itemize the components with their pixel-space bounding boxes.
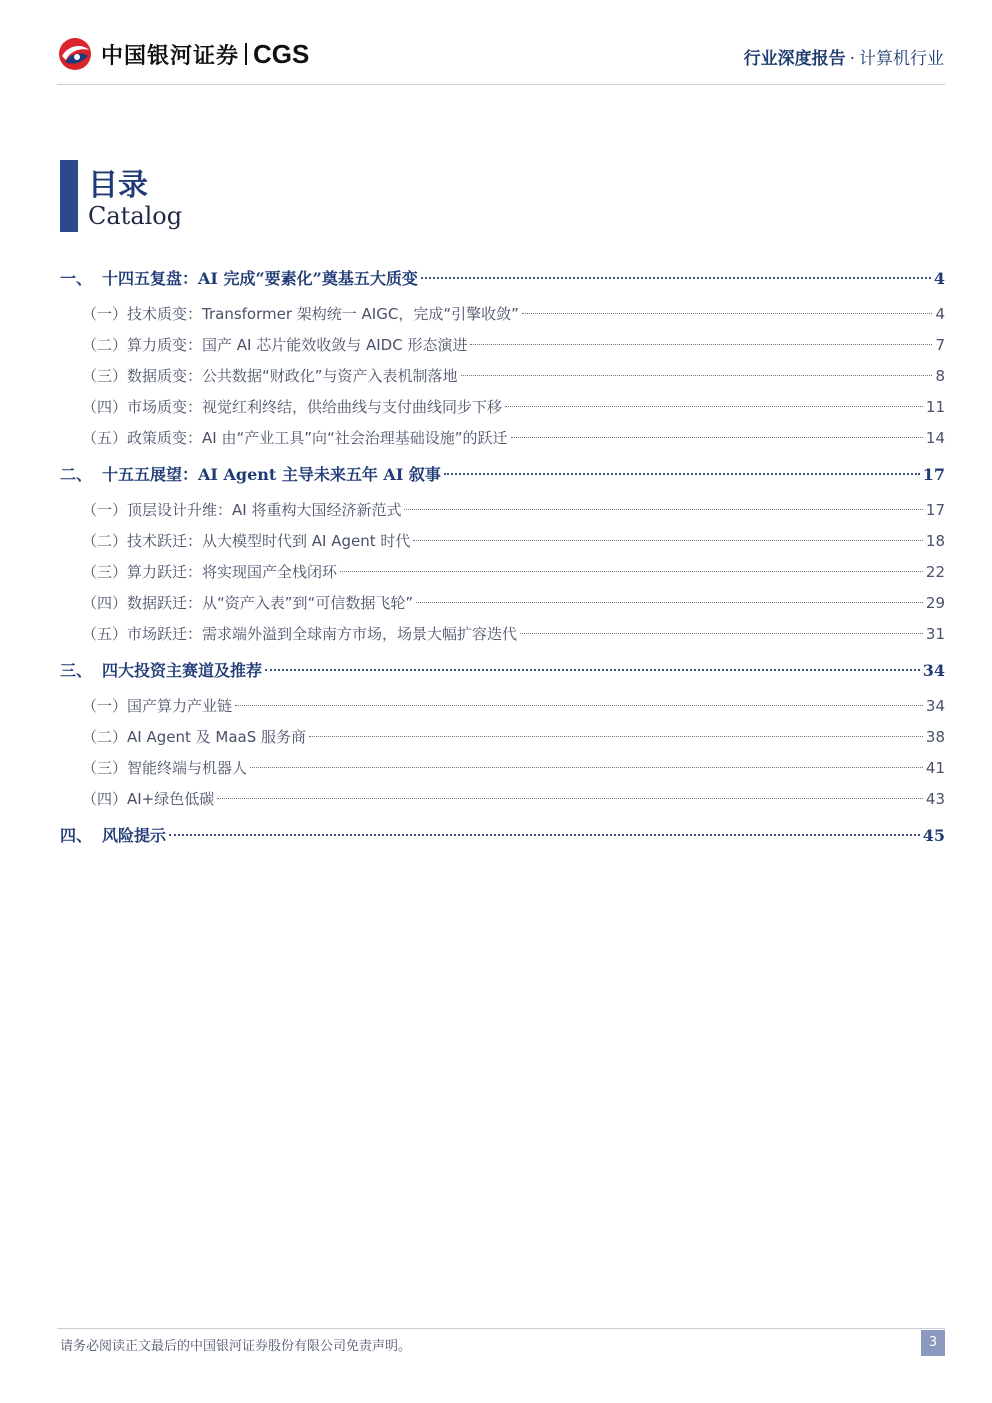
toc-dot-leader <box>470 344 932 345</box>
report-category <box>744 44 944 69</box>
header-divider <box>57 84 945 85</box>
toc-section-entry[interactable] <box>60 650 945 691</box>
toc-section-number: 四、 <box>60 826 93 845</box>
toc-dot-leader <box>413 540 923 541</box>
logo-chinese-text: 中国银河证券 <box>101 43 240 69</box>
toc-dot-leader <box>421 277 931 279</box>
toc-subsection-entry[interactable] <box>60 361 945 392</box>
header-separator: · <box>849 49 855 69</box>
footer-disclaimer: 请务必阅读正文最后的中国银河证券股份有限公司免责声明。 <box>60 1339 412 1354</box>
toc-page-number: 18 <box>925 532 945 550</box>
toc-page-number: 7 <box>935 336 945 354</box>
catalog-title-cn: 目录 <box>88 168 148 203</box>
toc-page-number: 31 <box>925 625 945 643</box>
cgs-logo-icon <box>57 36 93 72</box>
toc-dot-leader <box>522 313 933 314</box>
toc-dot-leader <box>511 437 923 438</box>
toc-entry-label: （二）算力质变：国产 AI 芯片能效收敛与 AIDC 形态演进 <box>82 336 468 354</box>
report-type: 行业深度报告 <box>743 49 846 69</box>
toc-page-number: 29 <box>925 594 945 612</box>
toc-subsection-entry[interactable] <box>60 495 945 526</box>
page-number: 3 <box>921 1330 945 1356</box>
toc-page-number: 22 <box>925 563 945 581</box>
toc-section-entry[interactable] <box>60 815 945 856</box>
logo-english-text: CGS <box>253 38 310 69</box>
toc-entry-label: （三）数据质变：公共数据“财政化”与资产入表机制落地 <box>82 367 458 385</box>
toc-entry-label: （二）AI Agent 及 MaaS 服务商 <box>82 728 307 746</box>
toc-entry-label: （五）政策质变：AI 由“产业工具”向“社会治理基础设施”的跃迁 <box>82 429 508 447</box>
toc-dot-leader <box>340 571 923 572</box>
toc-subsection-entry[interactable] <box>60 784 945 815</box>
toc-dot-leader <box>250 767 923 768</box>
company-logo <box>57 36 309 72</box>
industry-name: 计算机行业 <box>859 49 944 69</box>
toc-page-number: 45 <box>922 826 945 845</box>
footer-divider <box>57 1328 945 1329</box>
toc-entry-label: （二）技术跃迁：从大模型时代到 AI Agent 时代 <box>82 532 411 550</box>
page-header <box>0 0 992 90</box>
toc-page-number: 8 <box>935 367 945 385</box>
table-of-contents <box>60 258 945 856</box>
toc-entry-label: 风险提示 <box>102 826 167 845</box>
toc-dot-leader <box>265 669 920 671</box>
toc-page-number: 14 <box>925 429 945 447</box>
toc-entry-label: （四）数据跃迁：从“资产入表”到“可信数据飞轮” <box>82 594 414 612</box>
toc-subsection-entry[interactable] <box>60 722 945 753</box>
toc-dot-leader <box>404 509 922 510</box>
toc-entry-label: （四）AI+绿色低碳 <box>82 790 215 808</box>
toc-section-number: 一、 <box>60 269 93 288</box>
toc-section-number: 二、 <box>60 465 93 484</box>
heading-accent-bar <box>60 160 78 232</box>
toc-subsection-entry[interactable] <box>60 753 945 784</box>
toc-page-number: 34 <box>925 697 945 715</box>
toc-dot-leader <box>217 798 923 799</box>
toc-dot-leader <box>520 633 923 634</box>
catalog-title-en: Catalog <box>88 202 183 230</box>
toc-page-number: 38 <box>925 728 945 746</box>
toc-page-number: 41 <box>925 759 945 777</box>
toc-section-entry[interactable] <box>60 258 945 299</box>
toc-subsection-entry[interactable] <box>60 588 945 619</box>
toc-subsection-entry[interactable] <box>60 299 945 330</box>
toc-entry-label: （三）算力跃迁：将实现国产全栈闭环 <box>82 563 338 581</box>
toc-dot-leader <box>444 473 920 475</box>
toc-section-entry[interactable] <box>60 454 945 495</box>
toc-subsection-entry[interactable] <box>60 423 945 454</box>
toc-subsection-entry[interactable] <box>60 691 945 722</box>
toc-section-number: 三、 <box>60 661 93 680</box>
toc-dot-leader <box>235 705 923 706</box>
toc-page-number: 17 <box>925 501 945 519</box>
toc-entry-label: 十五五展望：AI Agent 主导未来五年 AI 叙事 <box>102 465 441 484</box>
toc-subsection-entry[interactable] <box>60 526 945 557</box>
toc-dot-leader <box>309 736 923 737</box>
toc-page-number: 4 <box>933 269 945 288</box>
toc-dot-leader <box>169 834 920 836</box>
toc-subsection-entry[interactable] <box>60 392 945 423</box>
logo-divider <box>245 43 247 65</box>
toc-page-number: 17 <box>922 465 945 484</box>
toc-subsection-entry[interactable] <box>60 330 945 361</box>
toc-entry-label: 四大投资主赛道及推荐 <box>102 661 263 680</box>
toc-page-number: 43 <box>925 790 945 808</box>
toc-page-number: 11 <box>925 398 945 416</box>
toc-entry-label: 十四五复盘：AI 完成“要素化”奠基五大质变 <box>102 269 418 288</box>
toc-entry-label: （四）市场质变：视觉红利终结，供给曲线与支付曲线同步下移 <box>82 398 503 416</box>
toc-page-number: 4 <box>935 305 945 323</box>
toc-entry-label: （一）技术质变：Transformer 架构统一 AIGC，完成“引擎收敛” <box>82 305 519 323</box>
toc-entry-label: （三）智能终端与机器人 <box>82 759 248 777</box>
toc-entry-label: （五）市场跃迁：需求端外溢到全球南方市场，场景大幅扩容迭代 <box>82 625 518 643</box>
toc-entry-label: （一）顶层设计升维：AI 将重构大国经济新范式 <box>82 501 402 519</box>
toc-page-number: 34 <box>922 661 945 680</box>
toc-subsection-entry[interactable] <box>60 619 945 650</box>
toc-dot-leader <box>416 602 923 603</box>
toc-dot-leader <box>461 375 933 376</box>
toc-subsection-entry[interactable] <box>60 557 945 588</box>
toc-entry-label: （一）国产算力产业链 <box>82 697 233 715</box>
toc-dot-leader <box>505 406 923 407</box>
